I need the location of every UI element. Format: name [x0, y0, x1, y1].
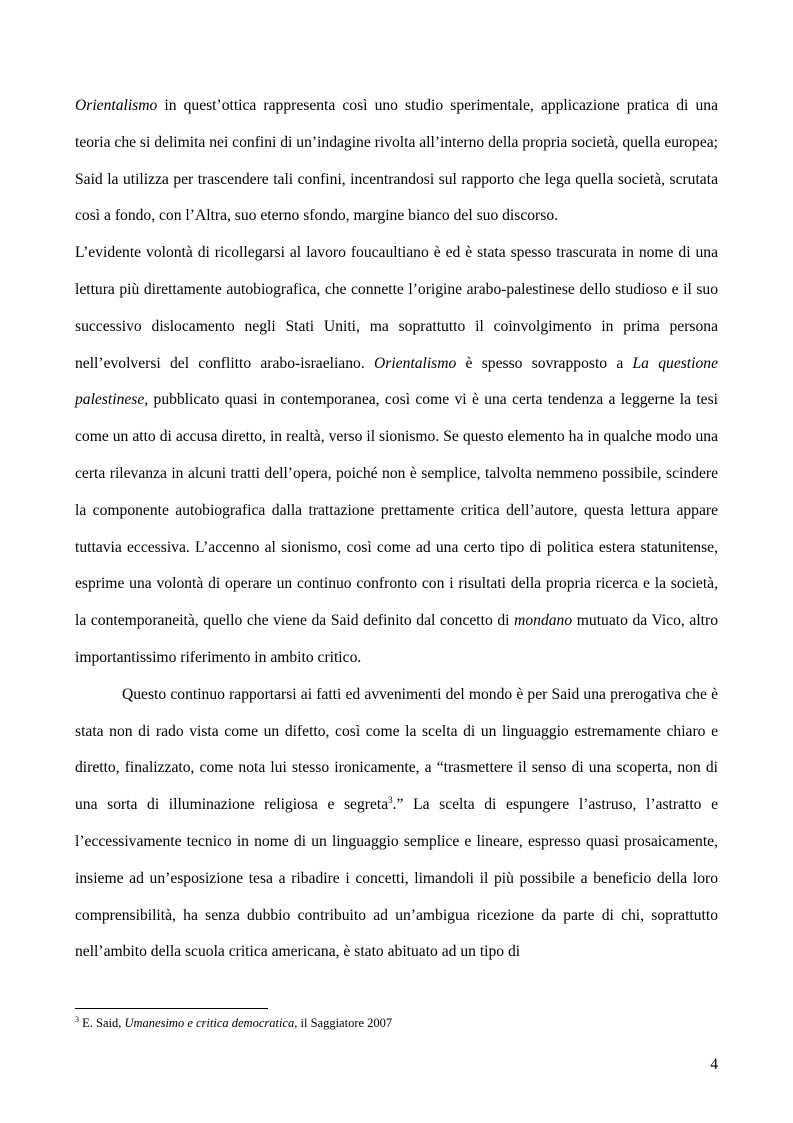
footnote-separator	[75, 1008, 268, 1009]
book-title: La questione palestinese	[75, 354, 718, 409]
footnote-book-title: Umanesimo e critica democratica	[124, 1016, 295, 1030]
footnote-number: 3	[75, 1014, 79, 1024]
footnote: $^3$ E. Said, Umanesimo e critica democratica, il Saggiatore 2007	[75, 1014, 393, 1030]
footnote-ref[interactable]: 3	[388, 794, 393, 805]
paragraph-3: Questo continuo rapportarsi ai fatti ed avvenimenti del mondo è per Said una prerogativa che è stata non di rado vista come un difetto, così come la scelta di un linguaggio estremamente chiaro e diretto, finalizzato, come nota lui stesso ironicamente, a “trasmettere il senso di una scoperta, non di una sorta di illuminazione religiosa e segreta$^3$.” La scelta di espungere l’astruso, l’astratto e l’eccessivamente tecnico in nome di un linguaggio semplice e lineare, espresso quasi prosaicamente, insieme ad un’esposizione tesa a ribadire i concetti, limandoli il più possibile a beneficio della loro comprensibilità, ha senza dubbio contribuito ad un’ambigua ricezione da parte di chi, soprattutto nell’ambito della scuola critica americana, è stato abituato ad un tipo di	[75, 685, 718, 961]
body-text	[75, 88, 718, 971]
emphasized-term: mondano	[514, 612, 573, 630]
paragraph-1: Orientalismo in quest’ottica rappresenta così uno studio sperimentale, applicazione pratica di una teoria che si delimita nei confini di un’indagine rivolta all’interno della propria società, quella europea; Said la utilizza per trascendere tali confini, incentrandosi sul rapporto che lega quella società, scrutata così a fondo, con l’Altra, suo eterno sfondo, margine bianco del suo discorso.	[75, 97, 719, 225]
book-title: Orientalismo	[75, 97, 158, 114]
paragraph-2: L’evidente volontà di ricollegarsi al lavoro foucaultiano è ed è stata spesso trascurata in nome di una lettura più direttamente autobiografica, che connette l’origine arabo-palestinese dello studioso e il suo successivo dislocamento negli Stati Uniti, ma soprattutto il coinvolgimento in prima persona nell’evolversi del conflitto arabo-israeliano. Orientalismo è spesso sovrapposto a La questione palestinese, pubblicato quasi in contemporanea, così come vi è una certa tendenza a leggerne la tesi come un atto di accusa diretto, in realtà, verso il sionismo. Se questo elemento ha in qualche modo una certa rilevanza in alcuni tratti dell’opera, poiché non è semplice, talvolta nemmeno possibile, scindere la componente autobiografica dalla trattazione prettamente critica dell’autore, questa lettura appare tuttavia eccessiva. L’accenno al sionismo, così come ad una certo tipo di politica estera statunitense, esprime una volontà di operare un continuo confronto con i risultati della propria ricerca e la società, la contemporaneità, quello che viene da Said definito dal concetto di mondano mutuato da Vico, altro importantissimo riferimento in ambito critico.	[75, 244, 718, 666]
page-number: 4	[710, 1056, 718, 1073]
book-title: Orientalismo	[373, 354, 457, 372]
